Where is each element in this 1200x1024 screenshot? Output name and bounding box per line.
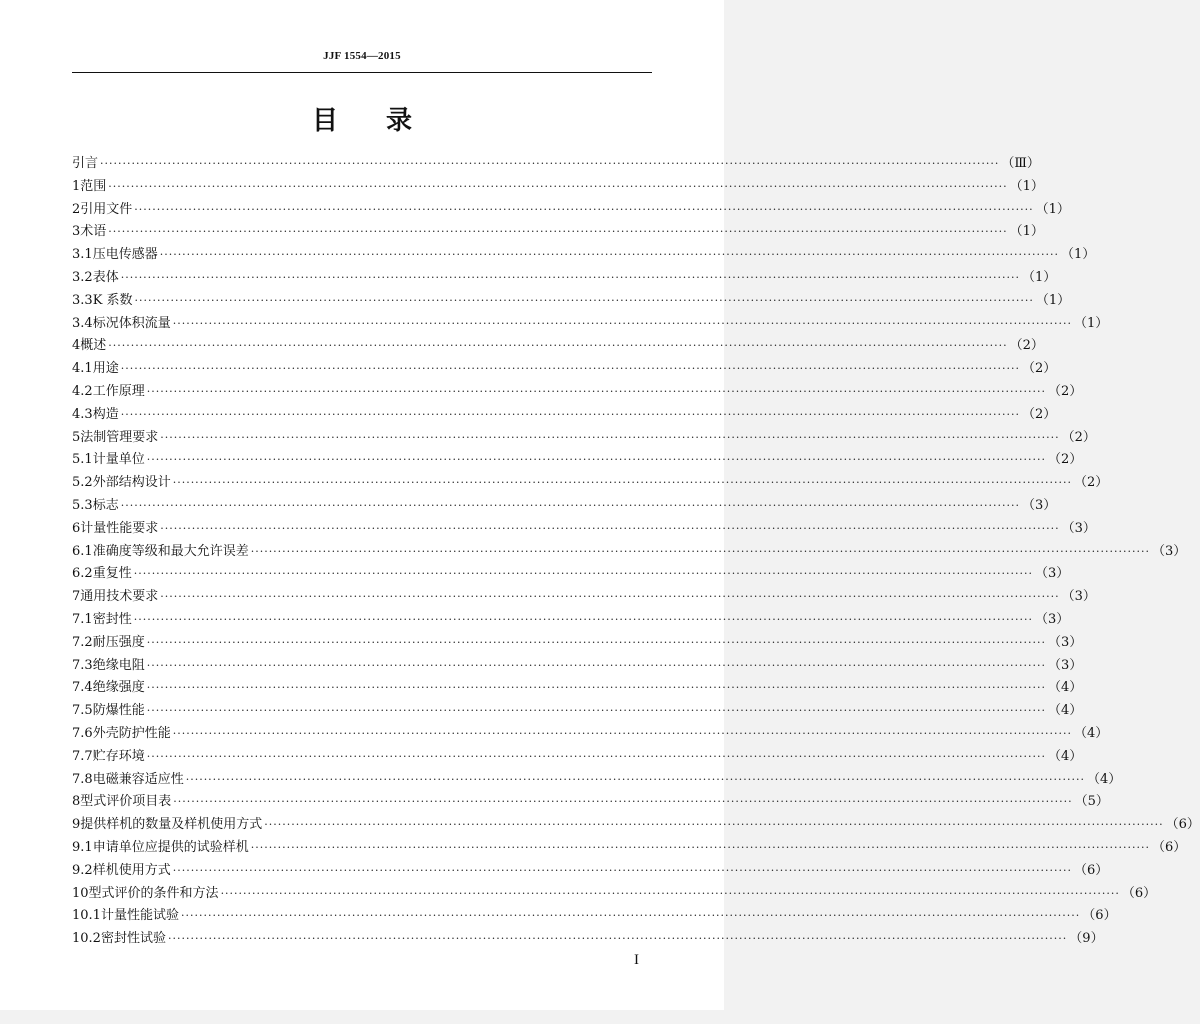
toc-entry[interactable] bbox=[72, 472, 1109, 495]
toc-entry-label: 术语 bbox=[80, 224, 107, 240]
toc-entry-number: 3 bbox=[72, 224, 81, 240]
toc-entry[interactable] bbox=[72, 313, 1109, 336]
toc-entry-label: 表体 bbox=[92, 269, 119, 285]
toc-entry[interactable] bbox=[72, 290, 1071, 313]
toc-entry-page: （Ⅲ） bbox=[1001, 156, 1040, 171]
toc-entry-page: （1） bbox=[1009, 224, 1044, 240]
toc-entry-number: 5 bbox=[72, 429, 81, 445]
toc-dot-leader: ········································································································································································································ bbox=[108, 339, 1008, 353]
toc-entry-page: （1） bbox=[1009, 178, 1044, 194]
toc-entry[interactable] bbox=[72, 928, 1104, 951]
header-rule bbox=[72, 72, 652, 73]
toc-entry-page: （9） bbox=[1069, 931, 1104, 947]
toc-entry[interactable] bbox=[72, 677, 1083, 700]
toc-entry-page: （3） bbox=[1035, 611, 1070, 627]
document-code-header: JJF 1554—2015 bbox=[323, 50, 401, 62]
toc-entry-number: 9.2 bbox=[72, 862, 93, 878]
title-char-1: 目 bbox=[311, 106, 338, 136]
toc-entry-page: （6） bbox=[1165, 817, 1200, 833]
toc-entry-label: 构造 bbox=[92, 406, 119, 422]
toc-entry-page: （6） bbox=[1152, 839, 1187, 855]
toc-entry-number: 6.1 bbox=[72, 543, 93, 559]
toc-entry-number: 10.1 bbox=[72, 908, 101, 924]
toc-entry-number: 1 bbox=[72, 178, 81, 194]
toc-entry-page: （3） bbox=[1061, 520, 1096, 536]
toc-entry-number: 7.2 bbox=[72, 634, 93, 650]
toc-entry-label: 型式评价的条件和方法 bbox=[88, 885, 219, 901]
toc-dot-leader: ········································································································································································································ bbox=[120, 498, 1021, 512]
toc-entry-number: 9 bbox=[72, 817, 81, 833]
toc-entry-number: 6.2 bbox=[72, 566, 93, 582]
toc-entry-page: （3） bbox=[1048, 657, 1083, 673]
toc-entry-page: （2） bbox=[1074, 475, 1109, 491]
toc-entry-page: （3） bbox=[1022, 497, 1057, 513]
toc-dot-leader: ········································································································································································································ bbox=[180, 909, 1081, 923]
toc-entry[interactable] bbox=[72, 153, 1040, 176]
toc-dot-leader: ········································································································································································································ bbox=[250, 840, 1151, 854]
toc-entry-page: （2） bbox=[1061, 429, 1096, 445]
toc-entry-number: 7.3 bbox=[72, 657, 93, 673]
toc-entry-label: 密封性 bbox=[92, 611, 132, 627]
toc-entry[interactable] bbox=[72, 221, 1044, 244]
toc-entry-number: 3.4 bbox=[72, 315, 93, 331]
toc-entry-label: 重复性 bbox=[92, 566, 132, 582]
toc-entry-number: 6 bbox=[72, 520, 81, 536]
toc-entry-number: 10.2 bbox=[72, 931, 101, 947]
toc-entry-label: 标况体积流量 bbox=[92, 315, 171, 331]
toc-entry-page: （5） bbox=[1074, 794, 1109, 810]
toc-entry[interactable] bbox=[72, 244, 1096, 267]
toc-dot-leader: ········································································································································································································ bbox=[120, 362, 1021, 376]
toc-entry-page: （4） bbox=[1087, 771, 1122, 787]
toc-entry[interactable] bbox=[72, 632, 1083, 655]
toc-entry-number: 3.3 bbox=[72, 292, 93, 308]
toc-entry-number: 3.2 bbox=[72, 269, 93, 285]
toc-entry[interactable] bbox=[72, 655, 1083, 678]
toc-entry-number: 10 bbox=[72, 885, 89, 901]
toc-dot-leader: ········································································································································································································ bbox=[146, 453, 1047, 467]
toc-entry-label: 计量性能试验 bbox=[100, 908, 179, 924]
toc-entry[interactable] bbox=[72, 495, 1057, 518]
toc-entry[interactable] bbox=[72, 381, 1083, 404]
toc-dot-leader: ········································································································································································································ bbox=[133, 612, 1034, 626]
toc-entry-page: （1） bbox=[1035, 292, 1071, 308]
toc-entry-label: 工作原理 bbox=[92, 383, 145, 399]
toc-entry[interactable] bbox=[72, 769, 1122, 792]
toc-entry-page: （6） bbox=[1074, 862, 1109, 878]
toc-entry-page: （2） bbox=[1022, 406, 1057, 422]
toc-dot-leader: ········································································································································································································ bbox=[108, 179, 1008, 193]
toc-entry-label: 范围 bbox=[80, 178, 107, 194]
toc-dot-leader: ········································································································································································································ bbox=[172, 316, 1073, 330]
toc-entry-page: （1） bbox=[1074, 315, 1109, 331]
toc-entry-label: 压电传感器 bbox=[92, 247, 158, 263]
toc-entry-number: 5.2 bbox=[72, 475, 93, 491]
toc-entry[interactable] bbox=[72, 358, 1057, 381]
toc-entry-number: 8 bbox=[72, 794, 81, 810]
toc-entry-number: 3.1 bbox=[72, 247, 93, 263]
toc-entry-number: 7.1 bbox=[72, 611, 93, 627]
toc-entry-number: 4.2 bbox=[72, 383, 93, 399]
toc-entry[interactable] bbox=[72, 518, 1096, 541]
toc-entry-page: （3） bbox=[1035, 566, 1070, 582]
toc-entry-label: 样机使用方式 bbox=[92, 862, 171, 878]
title-char-2: 录 bbox=[386, 106, 413, 136]
toc-dot-leader: ········································································································································································································ bbox=[120, 270, 1021, 284]
toc-dot-leader: ········································································································································································································ bbox=[172, 476, 1073, 490]
toc-entry-label: 概述 bbox=[80, 338, 107, 354]
toc-dot-leader: ········································································································································································································ bbox=[120, 407, 1021, 421]
toc-entry[interactable] bbox=[72, 723, 1109, 746]
toc-dot-leader: ········································································································································································································ bbox=[220, 886, 1120, 900]
toc-entry-label: 防爆性能 bbox=[92, 703, 145, 719]
page-bottom-margin bbox=[0, 1010, 724, 1024]
toc-entry-page: （4） bbox=[1048, 680, 1083, 696]
toc-entry-label: 型式评价项目表 bbox=[80, 794, 172, 810]
toc-entry-label: 准确度等级和最大允许误差 bbox=[92, 543, 249, 559]
toc-entry-number: 7.5 bbox=[72, 703, 93, 719]
toc-dot-leader: ········································································································································································································ bbox=[172, 726, 1073, 740]
toc-dot-leader: ········································································································································································································ bbox=[159, 248, 1060, 262]
toc-entry-label: 电磁兼容适应性 bbox=[92, 771, 184, 787]
toc-entry-number: 5.1 bbox=[72, 452, 93, 468]
toc-dot-leader: ········································································································································································································ bbox=[160, 521, 1060, 535]
toc-entry-label: 提供样机的数量及样机使用方式 bbox=[80, 817, 263, 833]
toc-dot-leader: ········································································································································································································ bbox=[250, 544, 1151, 558]
toc-entry[interactable] bbox=[72, 427, 1096, 450]
toc-entry[interactable] bbox=[72, 541, 1187, 564]
toc-entry-page: （4） bbox=[1048, 703, 1083, 719]
toc-entry-label: 密封性试验 bbox=[100, 931, 166, 947]
toc-entry-number: 7 bbox=[72, 589, 81, 605]
toc-entry-label: 引言 bbox=[72, 156, 99, 171]
toc-dot-leader: ········································································································································································································ bbox=[146, 384, 1047, 398]
toc-entry-label: 申请单位应提供的试验样机 bbox=[92, 839, 249, 855]
toc-entry-page: （6） bbox=[1121, 885, 1157, 901]
toc-dot-leader: ········································································································································································································ bbox=[146, 658, 1047, 672]
toc-entry-number: 5.3 bbox=[72, 497, 93, 513]
toc-entry[interactable] bbox=[72, 883, 1157, 906]
toc-entry[interactable] bbox=[72, 335, 1044, 358]
toc-dot-leader: ········································································································································································································ bbox=[160, 430, 1060, 444]
toc-entry-number: 7.4 bbox=[72, 680, 93, 696]
toc-entry-label: 计量性能要求 bbox=[80, 520, 159, 536]
toc-entry-label: 通用技术要求 bbox=[80, 589, 159, 605]
toc-entry-label: 外部结构设计 bbox=[92, 475, 171, 491]
toc-entry-number: 7.7 bbox=[72, 748, 93, 764]
table-of-contents bbox=[72, 153, 1200, 951]
toc-entry[interactable] bbox=[72, 449, 1083, 472]
page-title bbox=[0, 100, 724, 137]
toc-entry[interactable] bbox=[72, 905, 1117, 928]
toc-entry-number: 4 bbox=[72, 338, 81, 354]
toc-entry-label: 外壳防护性能 bbox=[92, 725, 171, 741]
toc-entry-label: 计量单位 bbox=[92, 452, 145, 468]
toc-entry[interactable] bbox=[72, 791, 1109, 814]
toc-entry[interactable] bbox=[72, 199, 1070, 222]
toc-entry-page: （4） bbox=[1074, 725, 1109, 741]
toc-dot-leader: ········································································································································································································ bbox=[173, 795, 1073, 809]
toc-entry-number: 4.3 bbox=[72, 406, 93, 422]
toc-entry[interactable] bbox=[72, 404, 1057, 427]
toc-entry-number: 9.1 bbox=[72, 839, 93, 855]
toc-dot-leader: ········································································································································································································ bbox=[172, 863, 1073, 877]
toc-dot-leader: ········································································································································································································ bbox=[185, 772, 1086, 786]
toc-entry-label: 用途 bbox=[92, 361, 119, 377]
toc-entry[interactable] bbox=[72, 609, 1070, 632]
toc-dot-leader: ········································································································································································································ bbox=[133, 567, 1034, 581]
toc-entry-page: （1） bbox=[1022, 269, 1057, 285]
toc-entry-number: 7.8 bbox=[72, 771, 93, 787]
toc-entry-page: （2） bbox=[1048, 452, 1083, 468]
toc-entry-label: 标志 bbox=[92, 497, 119, 513]
toc-entry-label: K 系数 bbox=[92, 292, 133, 308]
toc-entry-page: （2） bbox=[1009, 338, 1044, 354]
toc-entry-page: （1） bbox=[1061, 247, 1096, 263]
toc-dot-leader: ········································································································································································································ bbox=[134, 202, 1034, 216]
toc-entry[interactable] bbox=[72, 837, 1187, 860]
toc-dot-leader: ········································································································································································································ bbox=[134, 293, 1034, 307]
toc-dot-leader: ········································································································································································································ bbox=[160, 590, 1060, 604]
toc-dot-leader: ········································································································································································································ bbox=[146, 635, 1047, 649]
toc-entry-label: 法制管理要求 bbox=[80, 429, 159, 445]
toc-entry[interactable] bbox=[72, 860, 1109, 883]
toc-dot-leader: ········································································································································································································ bbox=[167, 932, 1068, 946]
toc-entry[interactable] bbox=[72, 814, 1200, 837]
toc-dot-leader: ········································································································································································································ bbox=[146, 681, 1047, 695]
toc-entry[interactable] bbox=[72, 746, 1083, 769]
toc-entry-page: （3） bbox=[1048, 634, 1083, 650]
toc-dot-leader: ········································································································································································································ bbox=[146, 749, 1047, 763]
toc-entry-page: （2） bbox=[1048, 383, 1083, 399]
toc-entry[interactable] bbox=[72, 563, 1070, 586]
toc-entry-label: 贮存环境 bbox=[92, 748, 145, 764]
toc-dot-leader: ········································································································································································································ bbox=[100, 157, 1000, 170]
toc-entry[interactable] bbox=[72, 176, 1044, 199]
toc-dot-leader: ········································································································································································································ bbox=[264, 818, 1164, 832]
toc-entry[interactable] bbox=[72, 700, 1083, 723]
toc-entry-number: 4.1 bbox=[72, 361, 93, 377]
toc-entry-label: 引用文件 bbox=[80, 201, 133, 217]
toc-entry-page: （6） bbox=[1082, 908, 1117, 924]
toc-dot-leader: ········································································································································································································ bbox=[108, 225, 1008, 239]
toc-entry-label: 耐压强度 bbox=[92, 634, 145, 650]
toc-dot-leader: ········································································································································································································ bbox=[146, 704, 1047, 718]
toc-entry-label: 绝缘电阻 bbox=[92, 657, 145, 673]
toc-entry[interactable] bbox=[72, 586, 1096, 609]
toc-entry-number: 2 bbox=[72, 201, 81, 217]
toc-entry-label: 绝缘强度 bbox=[92, 680, 145, 696]
toc-entry-number: 7.6 bbox=[72, 725, 93, 741]
toc-entry-page: （3） bbox=[1152, 543, 1187, 559]
toc-entry-page: （1） bbox=[1035, 201, 1070, 217]
page-number: I bbox=[634, 952, 639, 968]
toc-entry-page: （2） bbox=[1022, 361, 1057, 377]
toc-entry-page: （4） bbox=[1048, 748, 1083, 764]
toc-entry[interactable] bbox=[72, 267, 1057, 290]
toc-entry-page: （3） bbox=[1061, 589, 1096, 605]
